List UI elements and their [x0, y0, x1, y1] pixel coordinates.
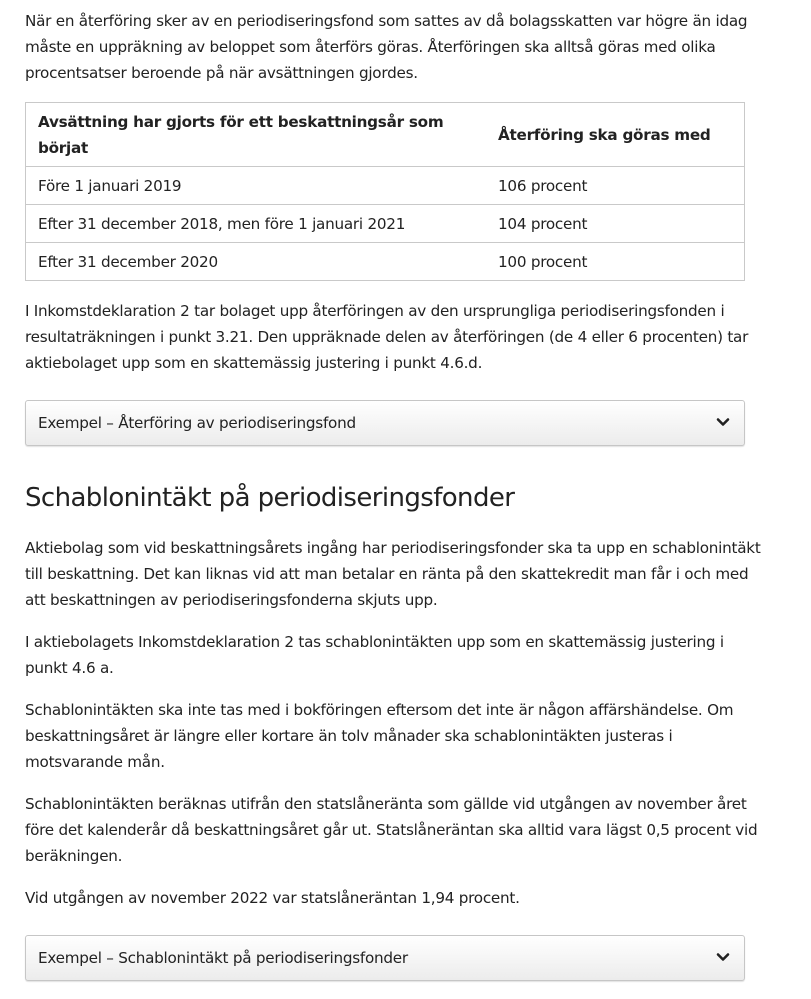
- section-paragraph: Schablonintäkten ska inte tas med i bokföringen eftersom det inte är någon affärshändelse. Om beskattningsåret är längre eller kortare än tolv månader ska schablonintäkten justeras i motsvarande mån.: [25, 701, 734, 771]
- table-row: [26, 167, 745, 205]
- accordion-example-reversal[interactable]: [25, 400, 745, 446]
- table-cell-period: Före 1 januari 2019: [26, 167, 487, 205]
- declaration-paragraph: I Inkomstdeklaration 2 tar bolaget upp återföringen av den ursprungliga periodiseringsfonden i resultaträkningen i punkt 3.21. Den uppräknade delen av återföringen (de 4 eller 6 procenten) tar aktiebolaget upp som en skattemässig justering i punkt 4.6.d.: [25, 302, 749, 372]
- accordion-example-standard-income[interactable]: [25, 935, 745, 981]
- chevron-down-icon: [716, 415, 730, 429]
- reversal-rates-table: [25, 102, 745, 281]
- section-paragraph: Vid utgången av november 2022 var statslåneräntan 1,94 procent.: [25, 889, 520, 907]
- intro-paragraph: När en återföring sker av en periodiseringsfond som sattes av då bolagsskatten var högre än idag måste en uppräkning av beloppet som återförs göras. Återföringen ska alltså göras med olika procentsatser beroende på när avsättningen gjordes.: [25, 12, 748, 82]
- table-header-reversal-rate: Återföring ska göras med: [486, 103, 745, 167]
- section-paragraph: Aktiebolag som vid beskattningsårets ingång har periodiseringsfonder ska ta upp en schablonintäkt till beskattning. Det kan liknas vid att man betalar en ränta på den skattekredit man får i och med att beskattningen av periodiseringsfonderna skjuts upp.: [25, 539, 761, 609]
- table-cell-rate: 106 procent: [486, 167, 745, 205]
- table-row: [26, 243, 745, 281]
- section-paragraph: Schablonintäkten beräknas utifrån den statslåneränta som gällde vid utgången av november året före det kalenderår då beskattningsåret går ut. Statslåneräntan ska alltid vara lägst 0,5 procent vid beräkningen.: [25, 795, 758, 865]
- accordion-label: Exempel – Schablonintäkt på periodiseringsfonder: [38, 949, 408, 967]
- table-cell-rate: 100 procent: [486, 243, 745, 281]
- section-paragraph: I aktiebolagets Inkomstdeklaration 2 tas schablonintäkten upp som en skattemässig justering i punkt 4.6 a.: [25, 633, 724, 677]
- chevron-down-icon: [716, 950, 730, 964]
- accordion-label: Exempel – Återföring av periodiseringsfond: [38, 414, 356, 432]
- table-cell-period: Efter 31 december 2020: [26, 243, 487, 281]
- section-heading: Schablonintäkt på periodiseringsfonder: [25, 483, 515, 513]
- table-row: [26, 205, 745, 243]
- table-header-provision-year: Avsättning har gjorts för ett beskattningsår som börjat: [26, 103, 487, 167]
- table-cell-period: Efter 31 december 2018, men före 1 januari 2021: [26, 205, 487, 243]
- table-cell-rate: 104 procent: [486, 205, 745, 243]
- table-header-row: [26, 103, 745, 167]
